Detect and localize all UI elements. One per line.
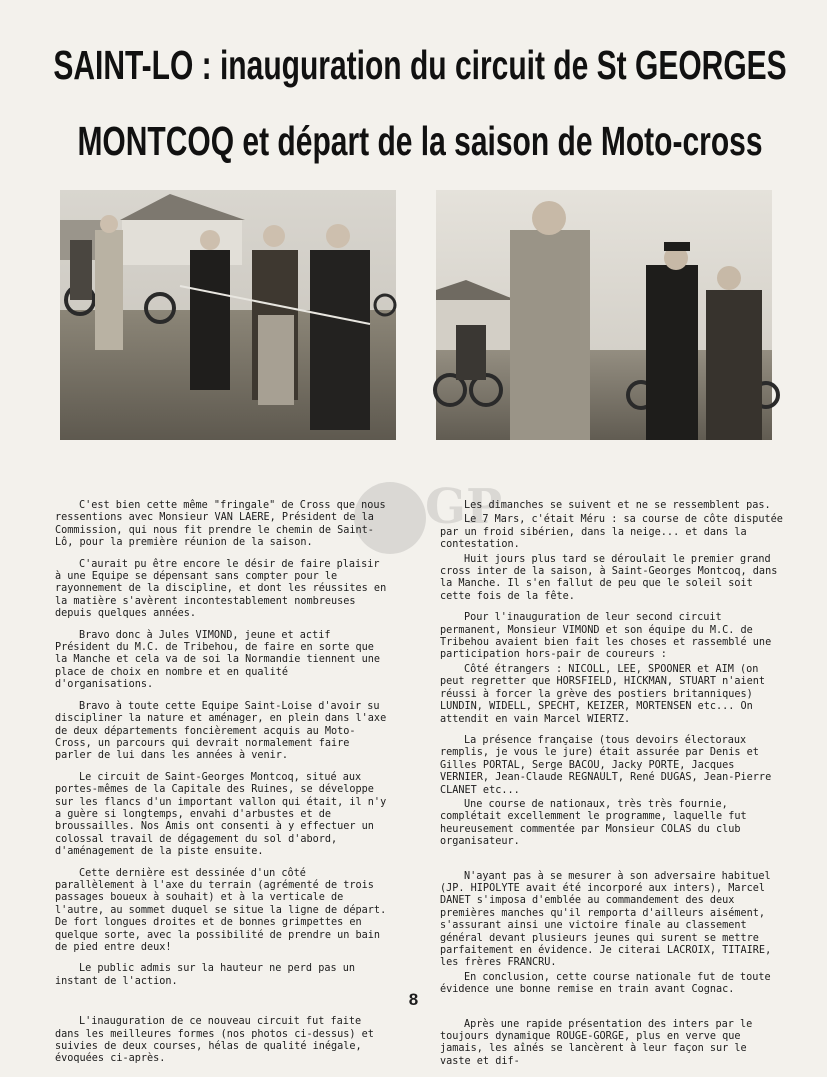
officials-photo [436,190,772,440]
paragraph: Côté étrangers : NICOLL, LEE, SPOONER et AIM (on peut regretter que HORSFIELD, HICKMAN, STUART n'aient réussi à forcer la grève des postiers britanniques) LUNDIN, WIDELL, SPECHT, KEIZER, MORTENSEN etc... On attendit en vain Marcel WIERTZ. [440,663,766,725]
paragraph: Huit jours plus tard se déroulait le premier grand cross inter de la saison, à Saint-Georges Montcoq, dans la Manche. Il s'en fallut de peu que le soleil soit cette fois de la fête. [440,553,778,602]
headline-line-2: MONTCOQ et départ de la saison de Moto-cross [77,120,763,165]
paragraph: Les dimanches se suivent et ne se ressemblent pas. [464,500,771,511]
paragraph: Le circuit de Saint-Georges Montcoq, situé aux portes-mêmes de la Capitale des Ruines, se développe sur les flancs d'un important vallon qui était, il n'y a guère si longtemps, envahi d'arbustes et de broussailles. Nos Amis ont consenti à y effectuer un colossal travail de dégagement du sol d'abord, d'aménagement de la piste ensuite. [55,771,387,858]
paragraph: Bravo donc à Jules VIMOND, jeune et actif Président du M.C. de Tribehou, de faire en sorte que la Manche et cela va de soi la Normandie tiennent une place de choix en nombre et en qualité d'organisations. [55,629,381,691]
paragraph: Pour l'inauguration de leur second circuit permanent, Monsieur VIMOND et son équipe du M.C. de Tribehou avaient bien fait les choses et rassemblé une participation hors-pair de coureurs : [440,612,772,661]
left-text-column [55,500,388,1075]
ribbon-cutting-photo [60,190,396,440]
paragraph: L'inauguration de ce nouveau circuit fut faite dans les meilleures formes (nos photos ci-dessus) et suivies de deux courses, hélas de qualité inégale, évoquées ci-après. [55,1016,374,1065]
paragraph: Une course de nationaux, très très fournie, complétait excellemment le programme, laquelle fut heureusement commentée par Monsieur COLAS du club organisateur. [440,798,747,848]
paragraph: C'aurait pu être encore le désir de faire plaisir à une Equipe se dépensant sans compter pour le rayonnement de la discipline, et dont les réussites en la matière s'avèrent incontestablement nombreuses depuis quelques années. [55,558,387,620]
paragraph: C'est bien cette même "fringale" de Cross que nous ressentions avec Monsieur VAN LAERE, Président de la Commission, qui nous fit prendre le chemin de Saint-Lô, pour la première réunion de la saison. [55,500,386,549]
headline-line-1: SAINT-LO : inauguration du circuit de St GEORGES [53,44,787,89]
svg-text:GP: GP [425,479,503,535]
paragraph: En conclusion, cette course nationale fut de toute évidence une bonne remise en train avant Cognac. [440,971,771,996]
paragraph: N'ayant pas à se mesurer à son adversaire habituel (JP. HIPOLYTE avait été incorporé aux inters), Marcel DANET s'imposa d'emblée au commandement des deux premières manches qu'il remporta d'ailleurs aisément, s'assurant ainsi une victoire finale au classement général devant plusieurs jeunes qui surent se mettre parfaitement en évidence. Je citerai LACROIX, TITAIRE, les frères FRANCRU. [440,870,772,969]
paragraph: Après une rapide présentation des inters par le toujours dynamique ROUGE-GORGE, plus en verve que jamais, les aînés se lancèrent à leur façon sur le vaste et dif- [440,1018,753,1067]
paragraph: Bravo à toute cette Equipe Saint-Loise d'avoir su discipliner la nature et aménager, en plein dans l'axe de deux départements foncièrement acquis au Moto-Cross, un parcours qui devrait normalement faire parler de lui dans les années à venir. [55,700,387,762]
paragraph: Le 7 Mars, c'était Méru : sa course de côte disputée par un froid sibérien, dans la neige... et dans la contestation. [440,514,783,551]
paragraph: Le public admis sur la hauteur ne perd pas un instant de l'action. [55,963,356,987]
page-number: 8 [408,990,419,1009]
paragraph: La présence française (tous devoirs électoraux remplis, je vous le jure) était assurée par Denis et Gilles PORTAL, Serge BACOU, Jacky PORTE, Jacques VERNIER, Jean-Claude REGNAULT, René DUGAS, Jean-Pierre CLANET etc... [440,734,772,796]
paragraph: Cette dernière est dessinée d'un côté parallèlement à l'axe du terrain (agrémenté de trois passages boueux à souhait) et à la verticale de l'autre, au sommet duquel se situe la ligne de départ. De fort longues droites et de bonnes grimpettes en quelque sorte, avec la possibilité de prendre un bain de pied entre deux! [55,867,387,953]
